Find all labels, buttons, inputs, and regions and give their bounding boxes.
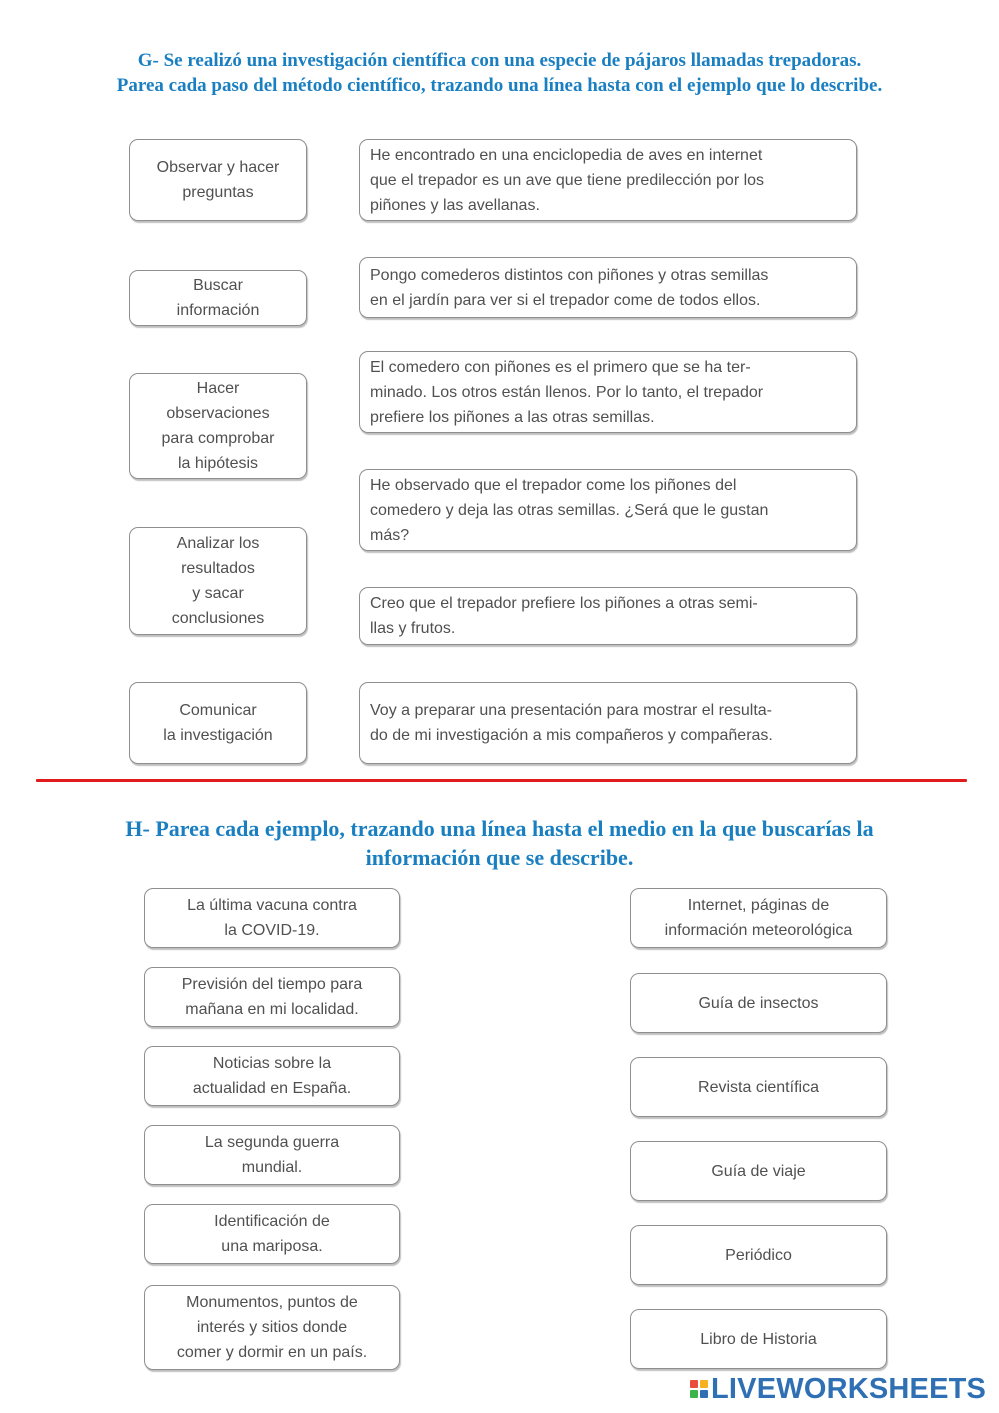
example-line: Creo que el trepador prefiere los piñones a otras semi-	[370, 595, 758, 612]
h-example-line: La segunda guerra	[204, 1134, 340, 1151]
step-line: Observar y hacer	[156, 159, 280, 176]
source-line: Guía de viaje	[711, 1162, 806, 1180]
example-feeders-box[interactable]	[359, 257, 857, 318]
example-observation-box[interactable]	[359, 469, 857, 551]
step-analyze-box[interactable]	[129, 527, 307, 635]
step-line: la hipótesis	[177, 455, 259, 472]
heading-line: Parea cada paso del método científico, trazando una línea hasta con el ejemplo que lo describe.	[116, 75, 883, 96]
step-search-box[interactable]	[129, 270, 307, 326]
source-line: Revista científica	[698, 1078, 819, 1096]
h-example-line: mañana en mi localidad.	[185, 1001, 359, 1018]
step-line: conclusiones	[171, 610, 265, 627]
step-line: observaciones	[166, 405, 270, 422]
step-line: información	[176, 302, 260, 319]
h-example-line: interés y sitios donde	[196, 1319, 348, 1336]
example-hypothesis-box[interactable]	[359, 587, 857, 645]
h-example-line: la COVID-19.	[224, 922, 320, 939]
step-observe-box[interactable]	[129, 139, 307, 221]
source-science-magazine-box[interactable]	[630, 1057, 887, 1117]
heading-line: información que se describe.	[365, 845, 634, 870]
h-example-butterfly-box[interactable]	[144, 1204, 400, 1264]
section-divider	[36, 779, 967, 782]
step-communicate-box[interactable]	[129, 682, 307, 764]
logo-text: LIVEWORKSHEETS	[711, 1372, 987, 1405]
example-line: He observado que el trepador come los piñones del	[370, 477, 737, 494]
h-example-vaccine-box[interactable]	[144, 888, 400, 948]
source-line: Periódico	[725, 1246, 792, 1264]
example-line: El comedero con piñones es el primero que se ha ter-	[370, 358, 751, 376]
h-example-line: Previsión del tiempo para	[181, 976, 363, 993]
example-line: do de mi investigación a mis compañeros y compañeras.	[370, 727, 773, 744]
h-example-weather-box[interactable]	[144, 967, 400, 1027]
step-line: la investigación	[163, 727, 273, 744]
step-line: Hacer	[196, 380, 240, 397]
logo-square	[690, 1390, 698, 1398]
h-example-line: una mariposa.	[221, 1238, 323, 1255]
h-example-war-box[interactable]	[144, 1125, 400, 1185]
source-line: Guía de insectos	[698, 994, 819, 1012]
example-line: que el trepador es un ave que tiene predilección por los	[370, 171, 765, 189]
example-line: comedero y deja las otras semillas. ¿Será que le gustan	[370, 502, 769, 519]
example-line: más?	[370, 527, 410, 544]
h-example-line: comer y dormir en un país.	[176, 1344, 368, 1361]
example-line: minado. Los otros están llenos. Por lo tanto, el trepador	[370, 383, 764, 401]
example-line: He encontrado en una enciclopedia de aves en internet	[370, 146, 763, 164]
example-presentation-box[interactable]	[359, 682, 857, 764]
h-example-news-box[interactable]	[144, 1046, 400, 1106]
section-g-heading	[0, 48, 999, 98]
step-line: y sacar	[192, 585, 244, 602]
h-example-line: actualidad en España.	[192, 1080, 352, 1097]
example-line: prefiere los piñones a las otras semillas.	[370, 408, 655, 426]
source-line: Libro de Historia	[700, 1330, 817, 1348]
example-encyclopedia-box[interactable]	[359, 139, 857, 221]
source-line: Internet, páginas de	[687, 897, 830, 914]
h-example-line: La última vacuna contra	[187, 897, 357, 914]
source-internet-box[interactable]	[630, 888, 887, 948]
liveworksheets-logo-icon	[690, 1380, 708, 1398]
step-line: Buscar	[193, 277, 243, 294]
step-line: Comunicar	[179, 702, 257, 719]
source-newspaper-box[interactable]	[630, 1225, 887, 1285]
section-h-heading	[0, 814, 999, 872]
logo-square	[700, 1380, 708, 1388]
heading-line: H- Parea cada ejemplo, trazando una línea hasta el medio en la que buscarías la	[125, 816, 874, 841]
example-line: llas y frutos.	[370, 620, 456, 637]
example-line: en el jardín para ver si el trepador come de todos ellos.	[370, 291, 761, 309]
step-line: resultados	[181, 560, 255, 577]
liveworksheets-logo	[690, 1374, 986, 1404]
source-history-book-box[interactable]	[630, 1309, 887, 1369]
logo-square	[700, 1390, 708, 1398]
example-line: Pongo comederos distintos con piñones y otras semillas	[370, 266, 769, 284]
source-line: información meteorológica	[664, 922, 853, 939]
h-example-line: Noticias sobre la	[212, 1055, 332, 1072]
heading-line: G- Se realizó una investigación científica con una especie de pájaros llamadas trepadoras.	[137, 50, 862, 71]
example-results-box[interactable]	[359, 351, 857, 433]
step-line: Analizar los	[176, 535, 260, 552]
h-example-line: mundial.	[241, 1159, 303, 1176]
step-test-hypothesis-box[interactable]	[129, 373, 307, 479]
example-line: piñones y las avellanas.	[370, 196, 540, 214]
step-line: preguntas	[182, 184, 254, 201]
step-line: para comprobar	[161, 430, 275, 447]
h-example-line: Monumentos, puntos de	[186, 1294, 358, 1311]
example-line: Voy a preparar una presentación para mostrar el resulta-	[370, 702, 772, 719]
source-travel-guide-box[interactable]	[630, 1141, 887, 1201]
source-insect-guide-box[interactable]	[630, 973, 887, 1033]
logo-square	[690, 1380, 698, 1388]
h-example-line: Identificación de	[214, 1213, 330, 1230]
h-example-travel-box[interactable]	[144, 1285, 400, 1370]
